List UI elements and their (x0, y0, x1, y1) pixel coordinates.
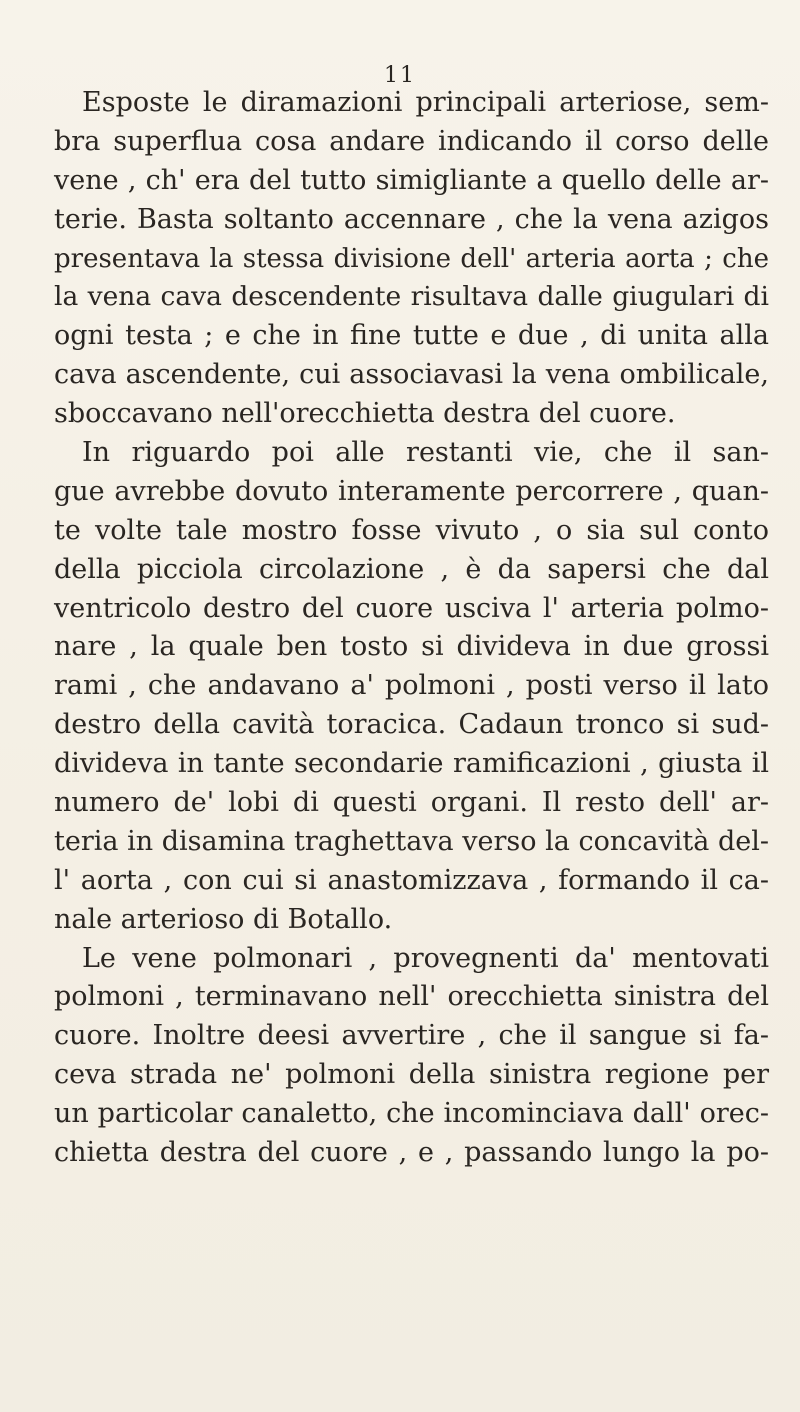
text-line: bra superflua cosa andare indicando il corso delle (54, 125, 769, 157)
text-line: cava ascendente, cui associavasi la vena ombilicale, (54, 359, 769, 391)
text-line: la vena cava descendente risultava dalle giugulari di (54, 281, 769, 313)
text-line: destro della cavità toracica. Cadaun tronco si sud- (54, 709, 769, 741)
text-line: sboccavano nell'orecchietta destra del cuore. (54, 398, 676, 430)
text-line: ventricolo destro del cuore usciva l' arteria polmo- (54, 592, 769, 624)
text-line: chietta destra del cuore , e , passando lungo la po- (54, 1137, 769, 1169)
text-line: numero de' lobi di questi organi. Il resto dell' ar- (54, 787, 769, 819)
text-line: ceva strada ne' polmoni della sinistra regione per (54, 1059, 769, 1091)
text-line: della picciola circolazione , è da sapersi che dal (54, 553, 769, 585)
text-line: rami , che andavano a' polmoni , posti verso il lato (54, 670, 769, 702)
text-line: vene , ch' era del tutto simigliante a quello delle ar- (54, 164, 769, 196)
text-line: gue avrebbe dovuto interamente percorrere , quan- (54, 475, 769, 507)
text-line: terie. Basta soltanto accennare , che la vena azigos (54, 203, 769, 235)
text-line: divideva in tante secondarie ramificazioni , giusta il (54, 748, 769, 780)
text-line: teria in disamina traghettava verso la concavità del- (54, 825, 769, 857)
page-number: 11 (384, 63, 416, 88)
text-line: presentava la stessa divisione dell' arteria aorta ; che (54, 243, 769, 274)
text-line: Esposte le diramazioni principali arteriose, sem- (82, 87, 769, 118)
text-line: te volte tale mostro fosse vivuto , o sia sul conto (54, 514, 769, 546)
text-line: un particolar canaletto, che incominciava dall' orec- (54, 1098, 769, 1130)
text-line: nale arterioso di Botallo. (54, 903, 393, 935)
text-line: In riguardo poi alle restanti vie, che il san- (82, 437, 769, 469)
text-line: nare , la quale ben tosto si divideva in due grossi (54, 631, 769, 663)
text-line: Le vene polmonari , provegnenti da' mentovati (82, 942, 769, 974)
text-line: l' aorta , con cui si anastomizzava , formando il ca- (54, 864, 769, 896)
text-line: polmoni , terminavano nell' orecchietta sinistra del (54, 981, 769, 1013)
text-line: cuore. Inoltre deesi avvertire , che il sangue si fa- (54, 1020, 769, 1052)
text-line: ogni testa ; e che in fine tutte e due , di unita alla (54, 320, 769, 352)
body-text (54, 84, 769, 1173)
